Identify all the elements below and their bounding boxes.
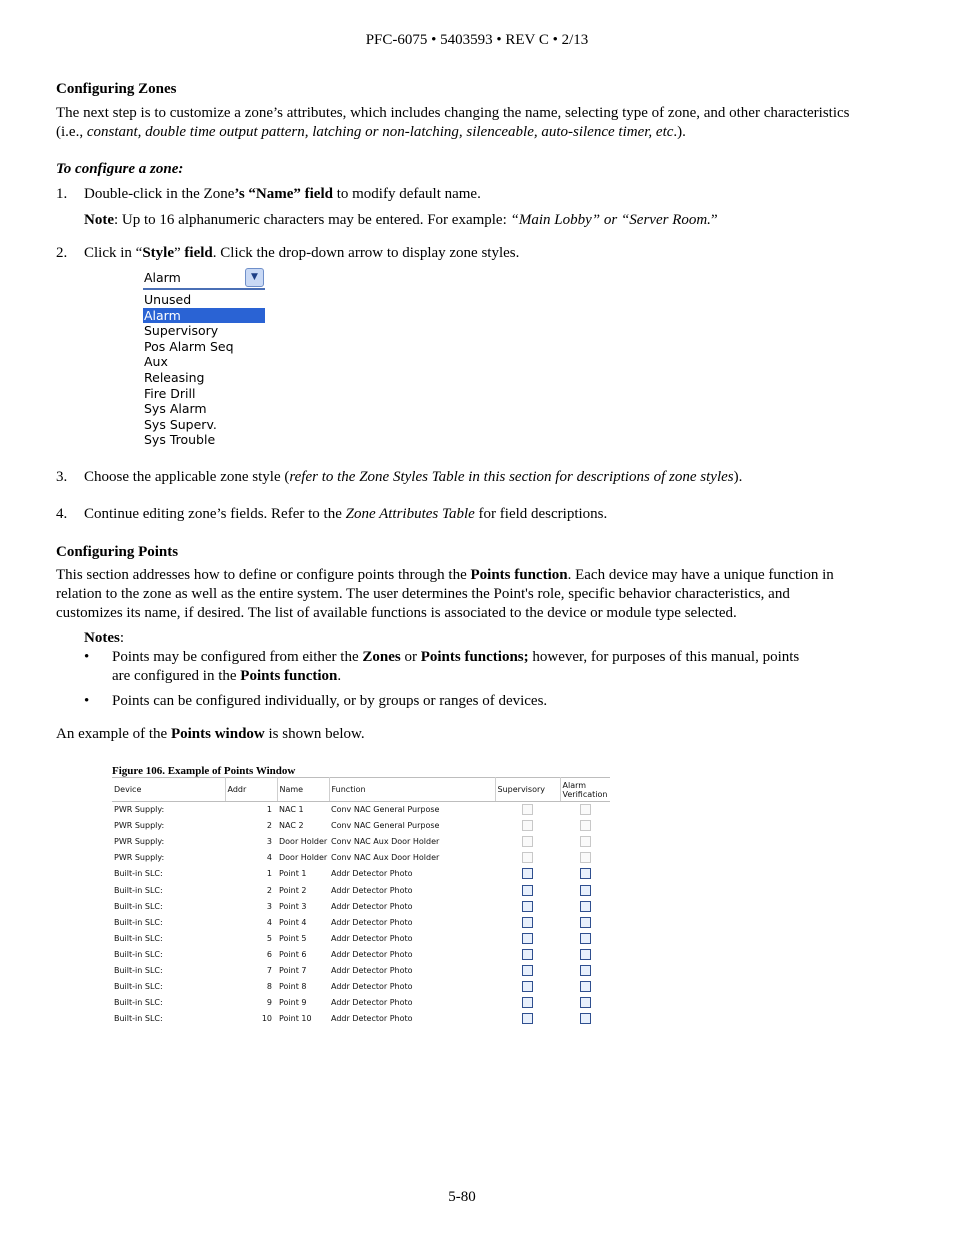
cell-addr: 8 [266,982,272,992]
checkbox-icon[interactable] [580,868,591,879]
checkbox-icon [522,852,533,863]
cell-device: Built-in SLC: [114,917,163,927]
zones-intro-end: .). [673,124,686,140]
dropdown-option[interactable]: Unused [144,292,192,307]
checkbox-icon [522,836,533,847]
table-header-row [112,778,610,802]
cell-alarm-verification [560,915,610,931]
cell-alarm-verification [560,947,610,963]
points-window-table [112,777,610,1027]
cell-function: Conv NAC Aux Door Holder [331,853,440,863]
cell-alarm-verification [560,802,610,819]
table-row[interactable] [112,915,610,931]
dropdown-option[interactable]: Sys Superv. [144,416,217,432]
step-text: ” [174,245,185,261]
cell-alarm-verification [560,963,610,979]
cell-supervisory [495,995,560,1011]
table-row[interactable] [112,818,610,834]
cell-device: PWR Supply: [114,837,165,847]
table-row[interactable] [112,899,610,915]
dropdown-option[interactable]: Sys Alarm [144,401,207,417]
cell-addr: 4 [266,853,272,863]
table-row[interactable] [112,850,610,866]
cell-name: Point 10 [279,1014,312,1024]
cell-supervisory [495,963,560,979]
zone-style-select[interactable] [143,268,265,290]
cell-supervisory [495,1011,560,1027]
step-text-bold: ’s “Name” field [234,186,333,202]
step-text: Click in “ [84,245,143,261]
cell-supervisory [495,818,560,834]
example-text: is shown below. [264,726,365,742]
checkbox-icon[interactable] [580,933,591,944]
cell-function: Conv NAC General Purpose [331,821,440,831]
checkbox-icon[interactable] [522,901,533,912]
step-2 [56,244,856,263]
cell-supervisory [495,802,560,819]
cell-name: Point 4 [279,917,307,927]
example-text-bold: Points window [170,726,265,742]
cell-addr: 10 [261,1014,272,1024]
checkbox-icon [580,852,591,863]
zones-intro-italic: constant, double time output pattern, latching or non-latching, silenceable, auto-silence timer, etc [86,124,674,140]
checkbox-icon[interactable] [580,1013,591,1024]
selected-value: Alarm [144,270,181,285]
checkbox-icon[interactable] [522,965,533,976]
bullet-text: . [337,668,342,684]
step-text: for field descriptions. [474,506,608,522]
cell-alarm-verification [560,979,610,995]
cell-name: Point 8 [279,982,307,992]
bullet: • [84,649,90,665]
bullet-text-bold: Zones [362,649,401,665]
step-number: 4. [56,506,68,522]
step-number: 1. [56,186,68,202]
cell-alarm-verification [560,882,610,898]
column-header[interactable]: Supervisory [495,778,560,802]
bullet-text: or [400,649,421,665]
bullet-text: Points may be configured from either the [112,649,363,665]
bullet: • [84,693,90,709]
checkbox-icon[interactable] [580,997,591,1008]
dropdown-option[interactable]: Pos Alarm Seq [144,338,234,354]
cell-supervisory [495,882,560,898]
checkbox-icon[interactable] [522,997,533,1008]
column-header[interactable]: Device [112,778,225,802]
step-number: 3. [56,469,68,485]
table-row[interactable] [112,866,610,882]
cell-name: Point 5 [279,933,307,943]
note-example: “Main Lobby” or “Server Room. [510,212,711,228]
cell-device: Built-in SLC: [114,885,163,895]
cell-addr: 7 [266,965,272,975]
dropdown-option[interactable]: Alarm [143,308,265,324]
checkbox-icon[interactable] [522,949,533,960]
cell-addr: 6 [266,949,272,959]
table-row[interactable] [112,979,610,995]
cell-name: Point 9 [279,998,307,1008]
cell-function: Addr Detector Photo [331,965,413,975]
note-close: ” [710,212,718,228]
checkbox-icon[interactable] [522,1013,533,1024]
cell-function: Conv NAC Aux Door Holder [331,837,440,847]
example-text: An example of the [56,726,171,742]
cell-device: Built-in SLC: [114,869,163,879]
cell-device: Built-in SLC: [114,998,163,1008]
cell-name: Door Holder [279,837,328,847]
zones-intro-text: The next step is to customize a zone’s attributes, which includes changing the name, selecting type of zone, and other characteristics (i.e., [56,105,850,140]
cell-name: NAC 2 [279,821,304,831]
checkbox-icon[interactable] [580,885,591,896]
checkbox-icon [522,820,533,831]
step-text: Choose the applicable zone style ( [84,469,290,485]
cell-addr: 5 [266,933,272,943]
points-example [56,725,856,744]
cell-name: NAC 1 [279,805,304,815]
cell-name: Point 2 [279,885,307,895]
cell-device: Built-in SLC: [114,933,163,943]
cell-function: Addr Detector Photo [331,917,413,927]
zones-intro [56,104,856,142]
checkbox-icon[interactable] [580,949,591,960]
checkbox-icon[interactable] [580,901,591,912]
cell-addr: 2 [266,885,272,895]
column-header[interactable]: Name [277,778,329,802]
subheading-configure-zone: To configure a zone: [56,161,184,177]
bullet-text-bold: Points functions; [420,649,529,665]
checkbox-icon[interactable] [522,933,533,944]
cell-name: Door Holder [279,853,328,863]
cell-function: Conv NAC General Purpose [331,805,440,815]
dropdown-option[interactable]: Aux [144,354,168,370]
checkbox-icon[interactable] [522,885,533,896]
cell-function: Addr Detector Photo [331,869,413,879]
dropdown-option[interactable]: Sys Trouble [144,432,216,448]
cell-addr: 4 [266,917,272,927]
cell-supervisory [495,834,560,850]
cell-device: Built-in SLC: [114,949,163,959]
cell-supervisory [495,931,560,947]
table-row[interactable] [112,1011,610,1027]
step-text: to modify default name. [332,186,481,202]
cell-function: Addr Detector Photo [331,998,413,1008]
checkbox-icon[interactable] [522,868,533,879]
cell-function: Addr Detector Photo [331,901,413,911]
step-text: Double-click in the Zone [84,186,235,202]
step-1 [56,185,856,204]
cell-addr: 1 [266,869,272,879]
points-intro-text: This section addresses how to define or configure points through the [56,567,471,583]
step-text-italic: Zone Attributes Table [345,506,475,522]
bullet-text-bold: Points function [240,668,338,684]
cell-alarm-verification [560,1011,610,1027]
cell-device: Built-in SLC: [114,965,163,975]
cell-name: Point 1 [279,869,307,879]
cell-addr: 9 [266,998,272,1008]
cell-supervisory [495,899,560,915]
cell-name: Point 7 [279,965,307,975]
points-intro-text: . Each device may have a unique function in relation to the zone as well as the entire system. The user determines the Point's role, specific behavior characteristics, and customizes its name, if desired. The list of available functions is associated to the device or module type selected. [56,567,834,621]
step-3 [56,468,856,487]
cell-addr: 1 [266,805,272,815]
dropdown-option[interactable]: Releasing [144,369,205,385]
checkbox-icon[interactable] [580,917,591,928]
cell-addr: 3 [266,837,272,847]
points-intro-bold: Points function [470,567,568,583]
cell-device: Built-in SLC: [114,982,163,992]
checkbox-icon[interactable] [522,981,533,992]
cell-supervisory [495,979,560,995]
step-text: . Click the drop-down arrow to display zone styles. [212,245,520,261]
cell-addr: 3 [266,901,272,911]
table-row[interactable] [112,882,610,898]
checkbox-icon[interactable] [580,965,591,976]
cell-supervisory [495,850,560,866]
checkbox-icon [522,804,533,815]
cell-alarm-verification [560,931,610,947]
page-header: PFC-6075 • 5403593 • REV C • 2/13 [365,32,589,48]
cell-supervisory [495,915,560,931]
column-header[interactable]: Alarm Verification [560,778,610,802]
cell-function: Addr Detector Photo [331,1014,413,1024]
table-body [112,802,610,1028]
cell-alarm-verification [560,834,610,850]
cell-supervisory [495,866,560,882]
dropdown-options [143,292,265,448]
dropdown-option[interactable]: Supervisory [144,323,219,339]
note-label: Note [84,212,114,228]
cell-supervisory [495,947,560,963]
notes-heading: Notes: [84,630,124,646]
cell-alarm-verification [560,866,610,882]
note [84,211,864,230]
step-4 [56,505,856,524]
cell-function: Addr Detector Photo [331,982,413,992]
cell-alarm-verification [560,818,610,834]
table-row[interactable] [112,802,610,819]
checkbox-icon[interactable] [580,981,591,992]
checkbox-icon [580,804,591,815]
table-row[interactable] [112,947,610,963]
cell-device: PWR Supply: [114,821,165,831]
page-number: 5-80 [448,1189,476,1205]
note-bullet-2: Points can be configured individually, or by groups or ranges of devices. [112,693,548,709]
step-text: Continue editing zone’s fields. Refer to the [84,506,346,522]
cell-function: Addr Detector Photo [331,949,413,959]
step-number: 2. [56,245,68,261]
table-row[interactable] [112,834,610,850]
notes-label: Notes [84,630,120,646]
checkbox-icon[interactable] [522,917,533,928]
cell-device: Built-in SLC: [114,901,163,911]
table-row[interactable] [112,963,610,979]
checkbox-icon [580,820,591,831]
cell-name: Point 6 [279,949,307,959]
cell-device: PWR Supply: [114,805,165,815]
cell-alarm-verification [560,899,610,915]
cell-device: PWR Supply: [114,853,165,863]
zone-style-dropdown[interactable] [143,268,265,448]
checkbox-icon [580,836,591,847]
step-text-italic: refer to the Zone Styles Table in this section for descriptions of zone styles [289,469,734,485]
bullet-text: however, for purposes of this manual, points are configured in the [112,649,800,684]
cell-function: Addr Detector Photo [331,885,413,895]
note-text: : Up to 16 alphanumeric characters may be entered. For example: [114,212,511,228]
table-row[interactable] [112,995,610,1011]
chevron-down-icon[interactable]: ▼ [245,268,264,287]
section-heading-points: Configuring Points [56,544,179,560]
step-text-bold: field [184,245,213,261]
points-intro [56,566,856,623]
cell-alarm-verification [560,995,610,1011]
column-header[interactable]: Function [329,778,495,802]
column-header[interactable]: Addr [225,778,277,802]
cell-name: Point 3 [279,901,307,911]
cell-addr: 2 [266,821,272,831]
cell-device: Built-in SLC: [114,1014,163,1024]
figure-caption: Figure 106. Example of Points Window [112,765,296,777]
cell-alarm-verification [560,850,610,866]
table-row[interactable] [112,931,610,947]
step-text-bold: Style [142,245,174,261]
step-text: ). [733,469,743,485]
dropdown-option[interactable]: Fire Drill [144,385,196,401]
note-bullet-1 [112,648,812,686]
section-heading-zones: Configuring Zones [56,81,177,97]
cell-function: Addr Detector Photo [331,933,413,943]
